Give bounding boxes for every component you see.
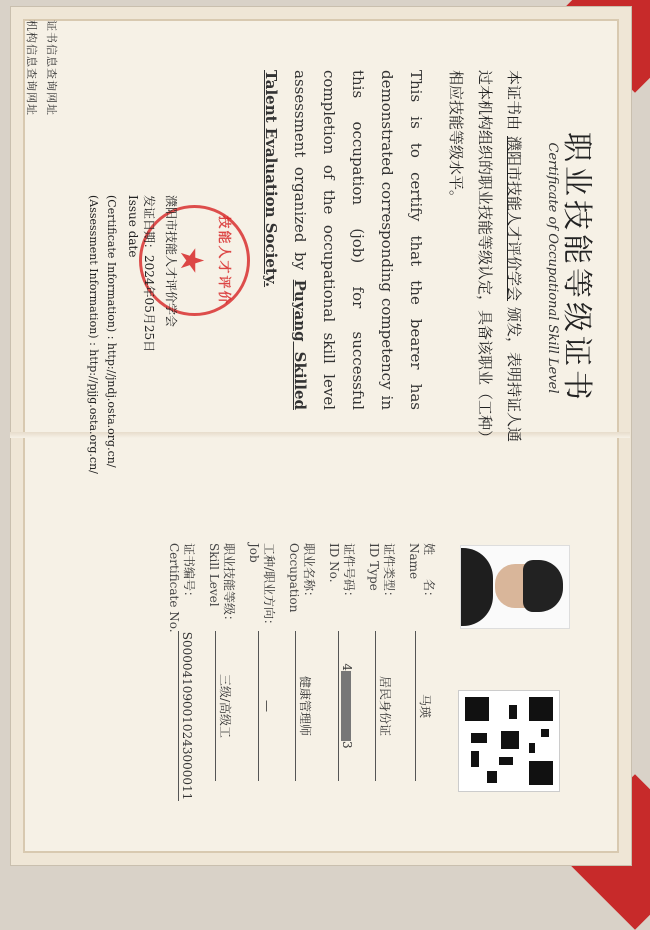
certificate-title: 职业技能等级证书	[559, 132, 594, 404]
field-id-type	[367, 543, 398, 793]
chinese-statement	[441, 70, 528, 450]
field-skill-level	[207, 543, 238, 793]
id-number-label-en: ID No.	[327, 543, 341, 583]
statement-intro: 本证书由	[505, 70, 523, 131]
seal-star-icon: ★	[173, 246, 211, 275]
certificate-info-label: 证书信息查询网址	[45, 20, 58, 116]
name-label: 姓 名：	[422, 543, 436, 604]
holder-photo	[460, 545, 570, 629]
certificate-info-url: (Certificate Information) : http://jndj.osta.org.cn/	[105, 195, 118, 468]
id-number-suffix: 3	[340, 741, 354, 749]
certificate-subtitle: Certificate of Occupational Skill Level	[545, 142, 560, 394]
occupation-label: 职业名称：	[302, 543, 316, 604]
issue-date-label-en: Issue date	[126, 195, 140, 258]
seal-text: 技能人才评价	[216, 215, 231, 306]
redaction-bar	[342, 671, 352, 741]
occupation-value: 健康管理师	[295, 631, 314, 781]
english-statement	[256, 70, 430, 410]
id-number-label: 证件号码：	[342, 543, 356, 604]
assessment-info-url: (Assessment Information) : http://pjjg.osta.org.cn/	[87, 195, 100, 474]
english-statement-body: This is to certify that the bearer has demonstrated corresponding competency in this occupation (job) for successful completion of the occupational skill level assessment organized by	[291, 70, 425, 410]
id-type-label: 证件类型：	[382, 543, 396, 604]
issue-date-line	[141, 195, 158, 352]
skill-level-value: 三级/高级工	[215, 631, 234, 781]
certificate-number-label-en: Certificate No.	[167, 543, 181, 633]
english-organization: Puyang Skilled Talent Evaluation Society.	[262, 70, 309, 410]
issuing-organization: 濮阳市技能人才评价学会	[505, 136, 523, 302]
occupation-label-en: Occupation	[287, 543, 301, 613]
skill-level-label-en: Skill Level	[207, 543, 221, 607]
photo-hair	[523, 560, 563, 612]
field-name	[407, 543, 438, 793]
id-type-label-en: ID Type	[367, 543, 381, 591]
job-label: 工种/职业方向：	[262, 543, 276, 632]
id-number-prefix: 4	[340, 663, 354, 671]
job-label-en: Job	[247, 543, 261, 563]
qr-code-icon	[458, 690, 560, 792]
field-certificate-number	[167, 543, 198, 801]
assessment-info-label: 机构信息查询网址	[25, 20, 38, 116]
skill-level-label: 职业技能等级：	[222, 543, 236, 628]
field-id-number	[327, 543, 358, 793]
name-label-en: Name	[407, 543, 421, 580]
id-type-value: 居民身份证	[375, 631, 394, 781]
issuer-name: 濮阳市技能人才评价学会	[164, 195, 178, 328]
name-value: 马瑛	[415, 631, 434, 781]
photo-shirt	[460, 548, 493, 626]
statement-body: 颁发，表明持证人通过本机构组织的职业技能等级认定，具备该职业（工种）相应技能等级水平。	[447, 70, 523, 446]
certificate-number-label: 证书编号：	[182, 543, 196, 604]
issue-date-value: 2024年05月25日	[142, 255, 156, 353]
field-job	[247, 543, 278, 793]
field-occupation	[287, 543, 318, 793]
job-value: —	[258, 631, 274, 781]
id-number-value	[338, 631, 354, 781]
issue-date-label: 发证日期：	[142, 195, 156, 256]
certificate-number-value: S000041090010243000011	[180, 631, 194, 801]
